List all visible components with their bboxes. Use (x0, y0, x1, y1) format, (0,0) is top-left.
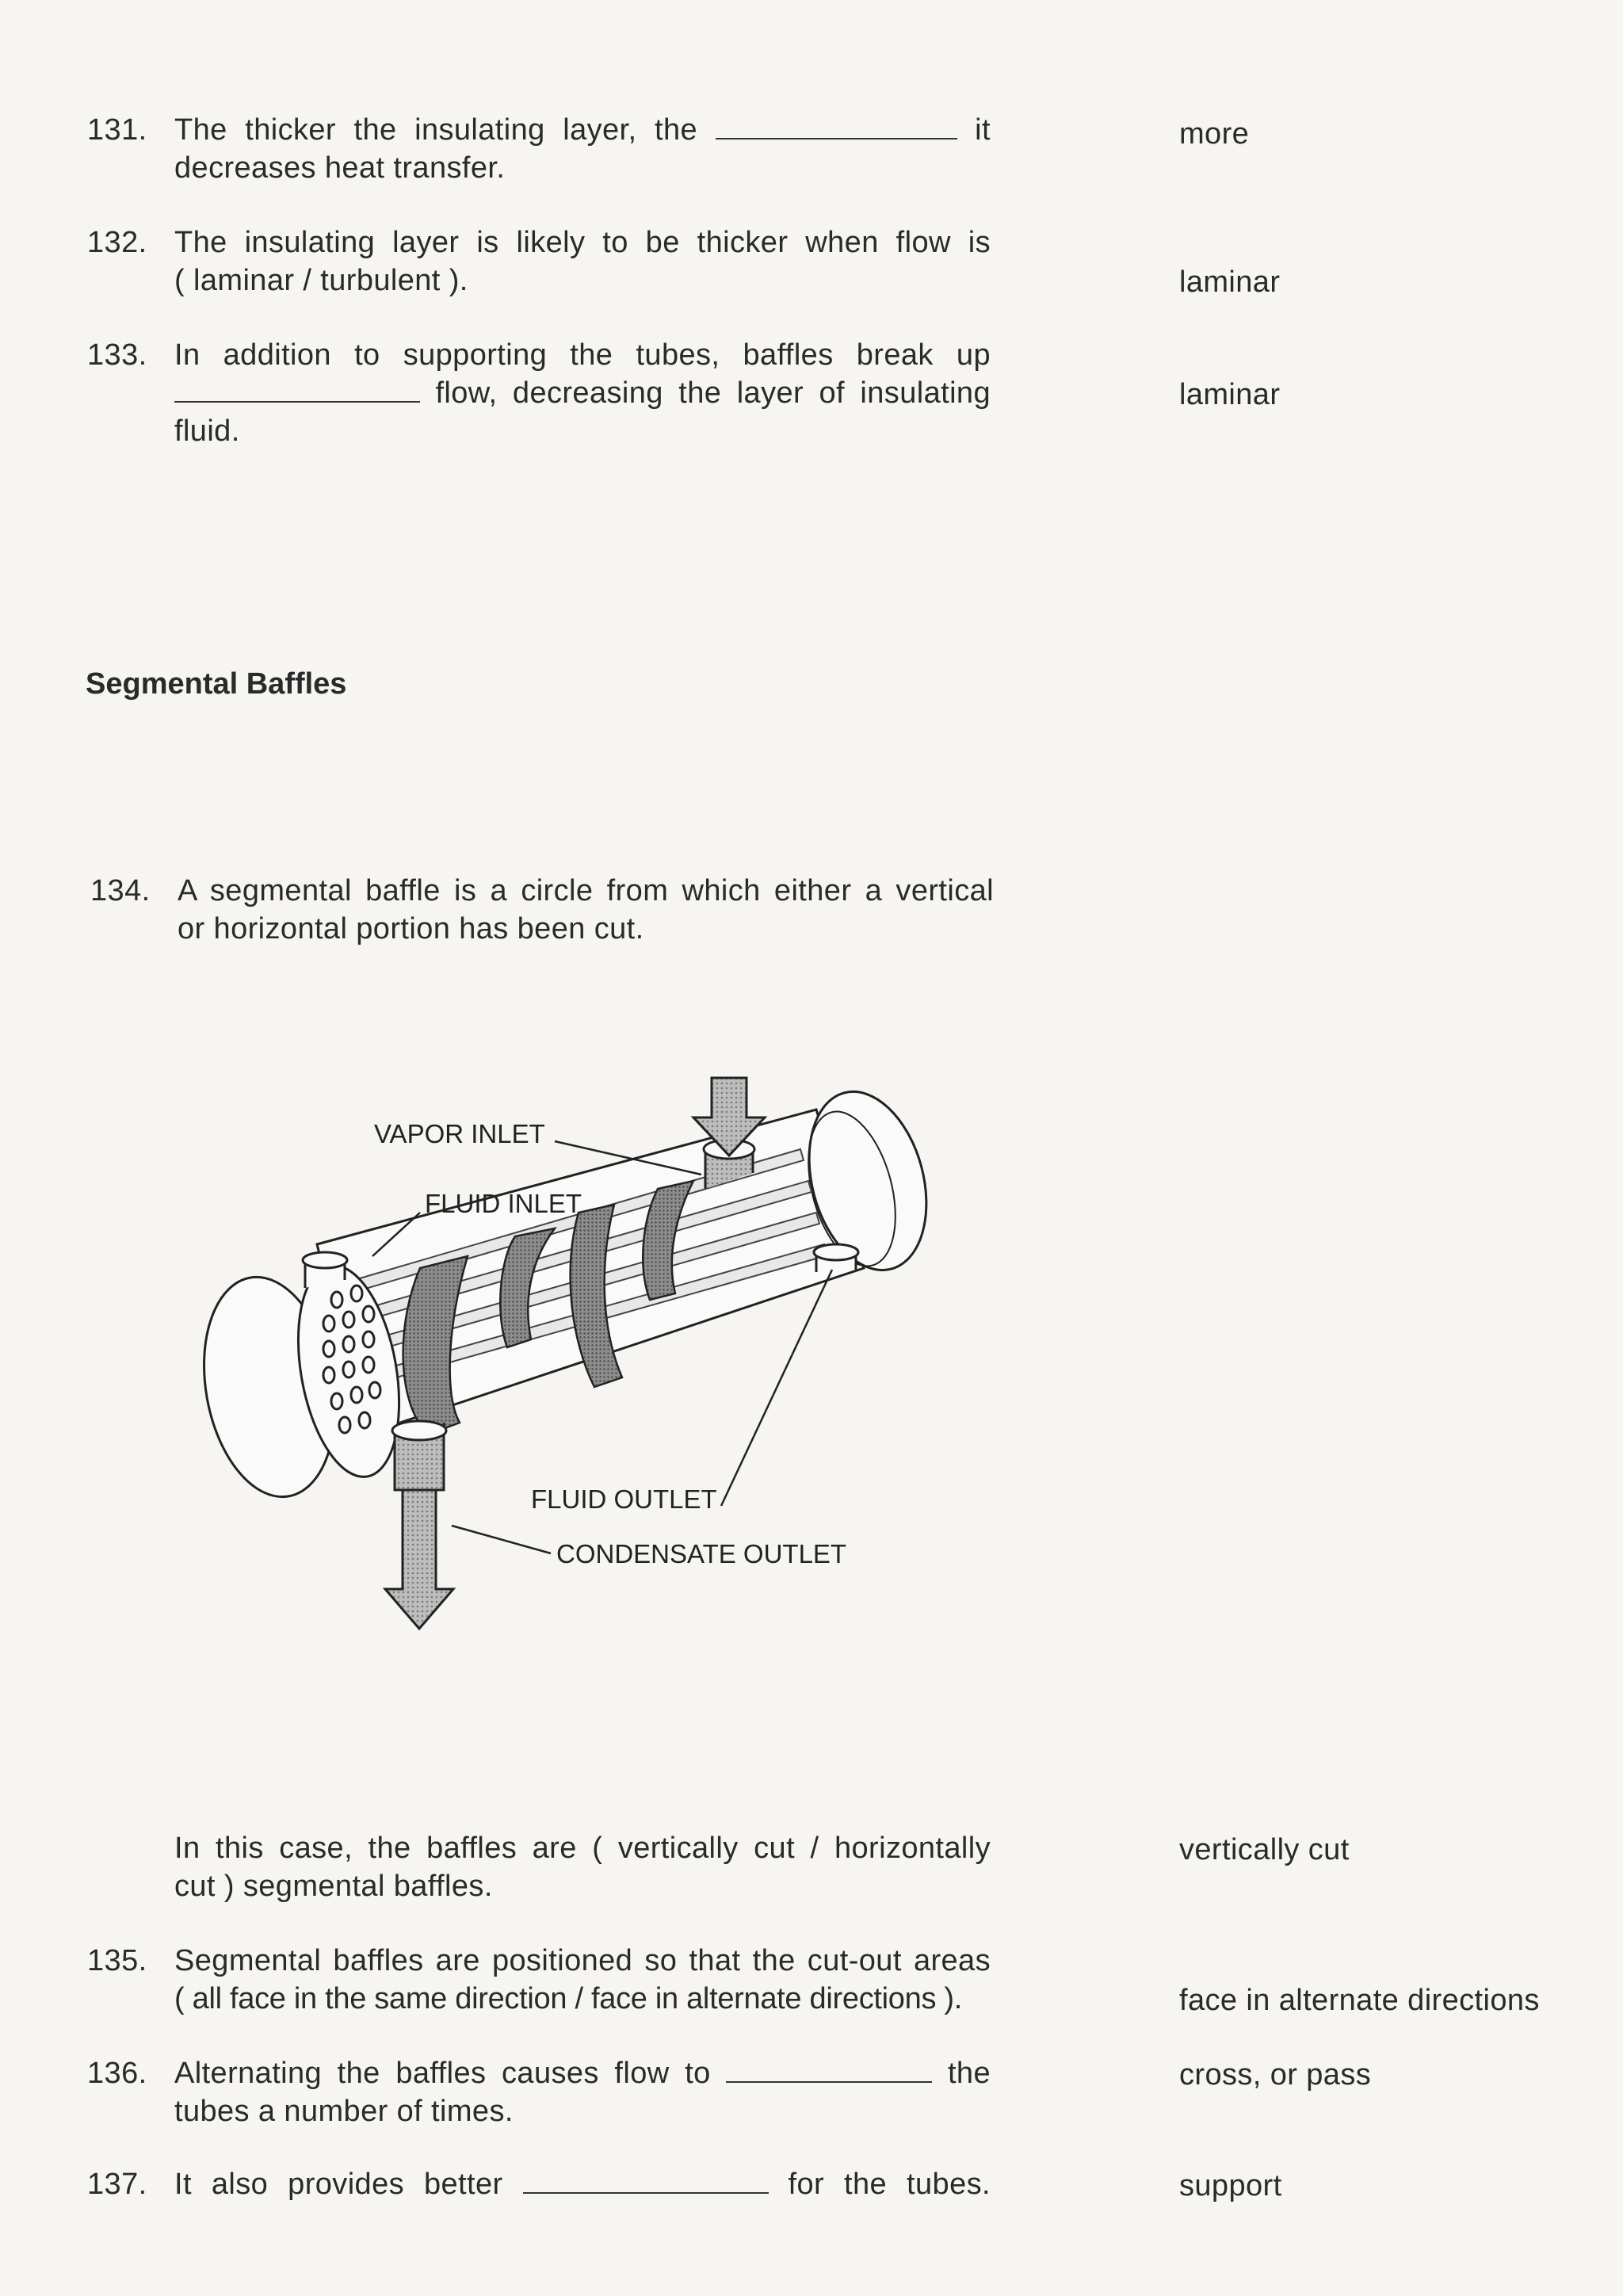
question-text-line (174, 111, 991, 149)
condensate-outlet-label: CONDENSATE OUTLET (556, 1539, 847, 1568)
question-text: Segmental baffles are positioned so that the cut-out areas (174, 1944, 991, 1977)
question-text: ( all face in the same direction / face in alternate directions ). (174, 1982, 963, 2015)
vapor-inlet-label: VAPOR INLET (374, 1119, 545, 1148)
answer-135: face in alternate directions (1179, 1984, 1540, 2017)
fluid-inlet-label: FLUID INLET (425, 1189, 582, 1218)
condensate-outlet-arrow (385, 1490, 453, 1629)
answer-137: support (1179, 2169, 1282, 2202)
heat-exchanger-illustration (182, 1062, 991, 1664)
answer-blank (174, 377, 420, 403)
heat-exchanger-diagram (182, 1062, 991, 1664)
question-number: 136. (87, 2057, 147, 2090)
question-text: decreases heat transfer. (174, 151, 506, 185)
question-text-line (174, 2165, 991, 2203)
question-text: In this case, the baffles are ( vertically cut / horizontally (174, 1832, 991, 1865)
condensate-outlet-nozzle (392, 1421, 446, 1490)
question-text-line (174, 2054, 991, 2092)
section-heading: Segmental Baffles (86, 667, 347, 701)
question-number: 132. (87, 226, 147, 259)
answer-132: laminar (1179, 266, 1281, 299)
answer-136: cross, or pass (1179, 2058, 1372, 2092)
question-text: tubes a number of times. (174, 2095, 514, 2128)
answer-134: vertically cut (1179, 1833, 1350, 1866)
fluid-outlet-nozzle (814, 1244, 858, 1272)
answer-133: laminar (1179, 378, 1281, 411)
question-text: The insulating layer is likely to be thicker when flow is (174, 226, 991, 259)
question-135 (87, 1942, 991, 2018)
answer-blank (523, 2168, 769, 2194)
answer-blank (716, 114, 957, 139)
question-text: It also provides better (174, 2168, 503, 2201)
condensate-outlet-leader (452, 1526, 551, 1553)
question-137 (87, 2165, 991, 2203)
question-text: or horizontal portion has been cut. (178, 912, 644, 946)
fluid-outlet-label: FLUID OUTLET (531, 1484, 717, 1514)
question-number: 134. (90, 874, 151, 907)
question-133 (87, 336, 991, 450)
question-text: cut ) segmental baffles. (174, 1870, 493, 1903)
question-text: A segmental baffle is a circle from which either a vertical (178, 874, 994, 907)
question-text: the (947, 2057, 991, 2090)
question-text: ( laminar / turbulent ). (174, 264, 468, 297)
question-text: it (975, 113, 991, 147)
question-131 (87, 111, 991, 187)
question-number: 131. (87, 113, 147, 147)
question-number: 135. (87, 1944, 147, 1977)
question-text: for the tubes. (788, 2168, 991, 2201)
question-136 (87, 2054, 991, 2130)
question-text: The thicker the insulating layer, the (174, 113, 698, 147)
question-134 (90, 872, 994, 948)
question-text: flow, decreasing the layer of insulating (435, 376, 991, 410)
question-text: Alternating the baffles causes flow to (174, 2057, 711, 2090)
answer-blank (726, 2057, 932, 2083)
question-132 (87, 223, 991, 300)
question-134-continued (87, 1829, 991, 1905)
question-number: 137. (87, 2168, 147, 2201)
question-text-line (174, 374, 991, 412)
question-number: 133. (87, 338, 147, 372)
question-text: fluid. (174, 415, 240, 448)
question-text: In addition to supporting the tubes, baffles break up (174, 338, 991, 372)
answer-131: more (1179, 117, 1250, 151)
